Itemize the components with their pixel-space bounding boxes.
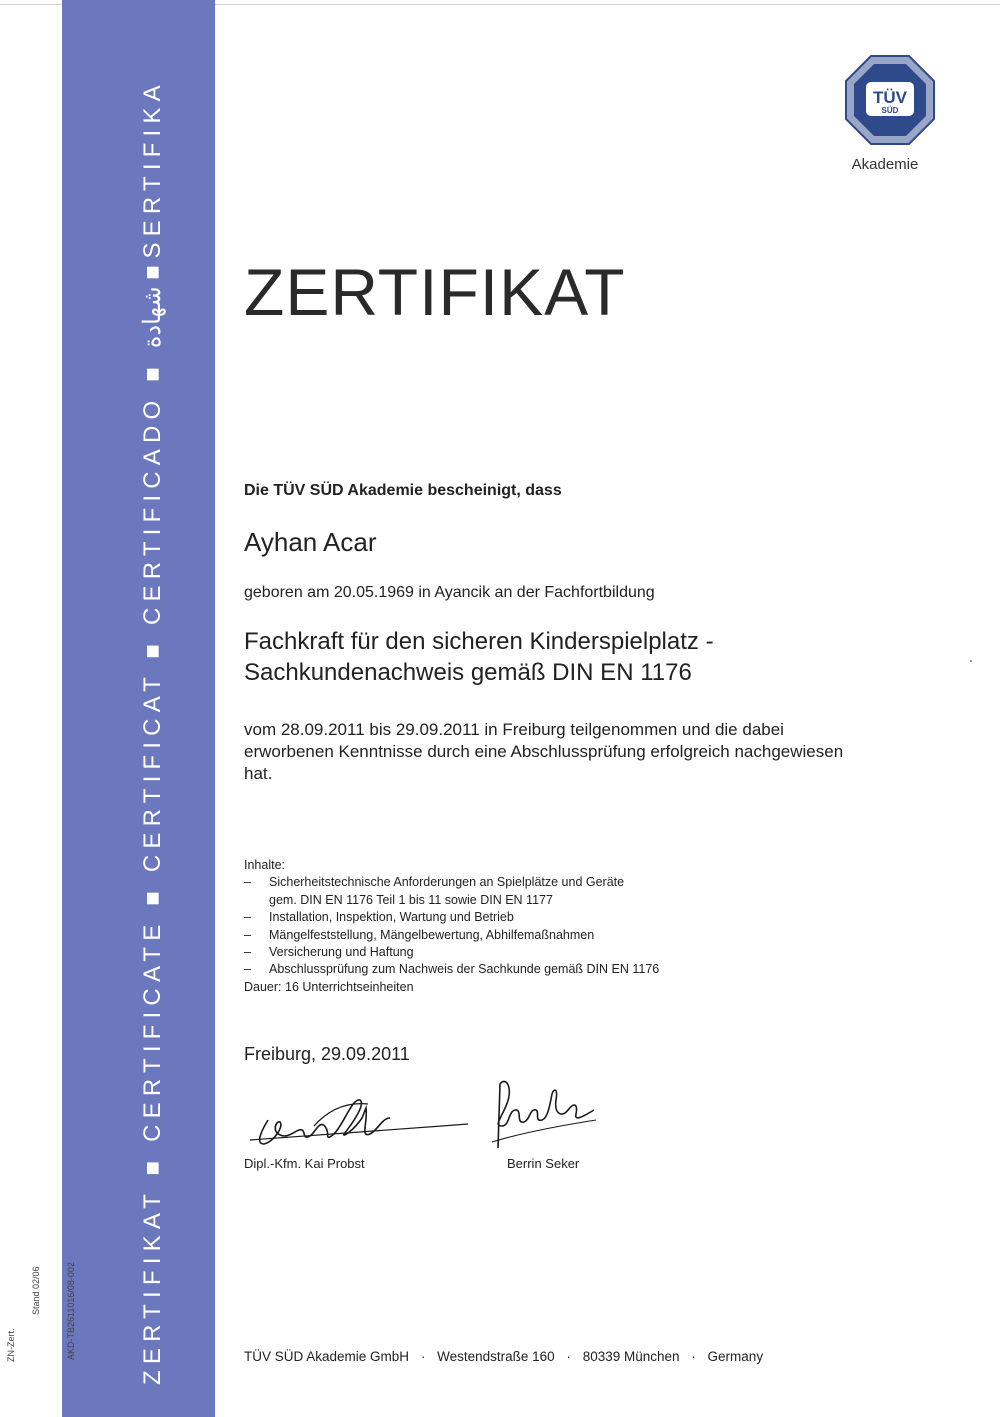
tuv-sud-logo-icon <box>844 54 936 146</box>
footer-city: 80339 München <box>582 1349 680 1364</box>
footer-separator: · <box>691 1349 696 1364</box>
list-dash: – <box>244 945 251 960</box>
list-dash: – <box>244 910 251 925</box>
signature-left-icon <box>250 1078 470 1158</box>
footer-street: Westendstraße 160 <box>437 1349 555 1364</box>
contents-heading: Inhalte: <box>244 858 286 872</box>
logo-top-text: TÜV <box>873 88 907 107</box>
recipient-name: Ayhan Acar <box>244 527 377 557</box>
place-date: Freiburg, 29.09.2011 <box>244 1044 410 1064</box>
list-item-continuation: gem. DIN EN 1176 Teil 1 bis 11 sowie DIN EN 1177 <box>269 892 553 907</box>
list-dash: – <box>244 927 251 942</box>
list-item: – Installation, Inspektion, Wartung und Betrieb <box>244 909 659 926</box>
footer-address <box>244 1349 763 1364</box>
course-line-1: Fachkraft für den sicheren Kinderspielplatz - <box>244 628 714 655</box>
birth-line: geboren am 20.05.1969 in Ayancik an der Fachfortbildung <box>244 584 655 601</box>
course-title <box>244 626 714 688</box>
side-band-text: ZERTIFIKAT ■ CERTIFICATE ■ CERTIFICAT ■ CERTIFICADO ■ شهادة ■ SERTIFIKA <box>139 79 166 1385</box>
scan-speck <box>970 660 972 662</box>
footer-company: TÜV SÜD Akademie GmbH <box>244 1349 410 1364</box>
form-code: AKD-TB2611016/08-002 <box>66 1262 76 1360</box>
form-code-left-1: ZN-Zert. <box>6 1328 16 1362</box>
duration-text: Dauer: 16 Unterrichtseinheiten <box>244 979 414 994</box>
signatory-left: Dipl.-Kfm. Kai Probst <box>244 1156 365 1171</box>
period-text <box>244 719 843 785</box>
period-line-3: hat. <box>244 764 273 783</box>
logo-bottom-text: SÜD <box>881 106 899 115</box>
list-dash: – <box>244 962 251 977</box>
certificate-title: ZERTIFIKAT <box>244 255 626 329</box>
list-item: – Versicherung und Haftung <box>244 944 659 961</box>
footer-country: Germany <box>707 1349 764 1364</box>
footer-separator: · <box>566 1349 571 1364</box>
signatory-right: Berrin Seker <box>507 1156 580 1171</box>
list-item: – Abschlussprüfung zum Nachweis der Sachkunde gemäß DIN EN 1176 <box>244 961 659 978</box>
footer-separator: · <box>420 1349 426 1364</box>
intro-text: Die TÜV SÜD Akademie bescheinigt, dass <box>244 482 562 499</box>
list-item: – Mängelfeststellung, Mängelbewertung, Abhilfemaßnahmen <box>244 927 659 944</box>
course-line-2: Sachkundenachweis gemäß DIN EN 1176 <box>244 659 692 686</box>
list-item: – Sicherheitstechnische Anforderungen an Spielplätze und Geräte <box>244 874 659 891</box>
list-dash: – <box>244 875 251 890</box>
form-code-left-2: Stand 02/06 <box>31 1266 41 1315</box>
contents-list <box>244 857 659 996</box>
signature-right-icon <box>478 1074 598 1154</box>
period-line-2: erworbenen Kenntnisse durch eine Abschlussprüfung erfolgreich nachgewiesen <box>244 742 844 761</box>
logo-caption: Akademie <box>851 156 919 173</box>
period-line-1: vom 28.09.2011 bis 29.09.2011 in Freiburg teilgenommen und die dabei <box>244 720 784 739</box>
